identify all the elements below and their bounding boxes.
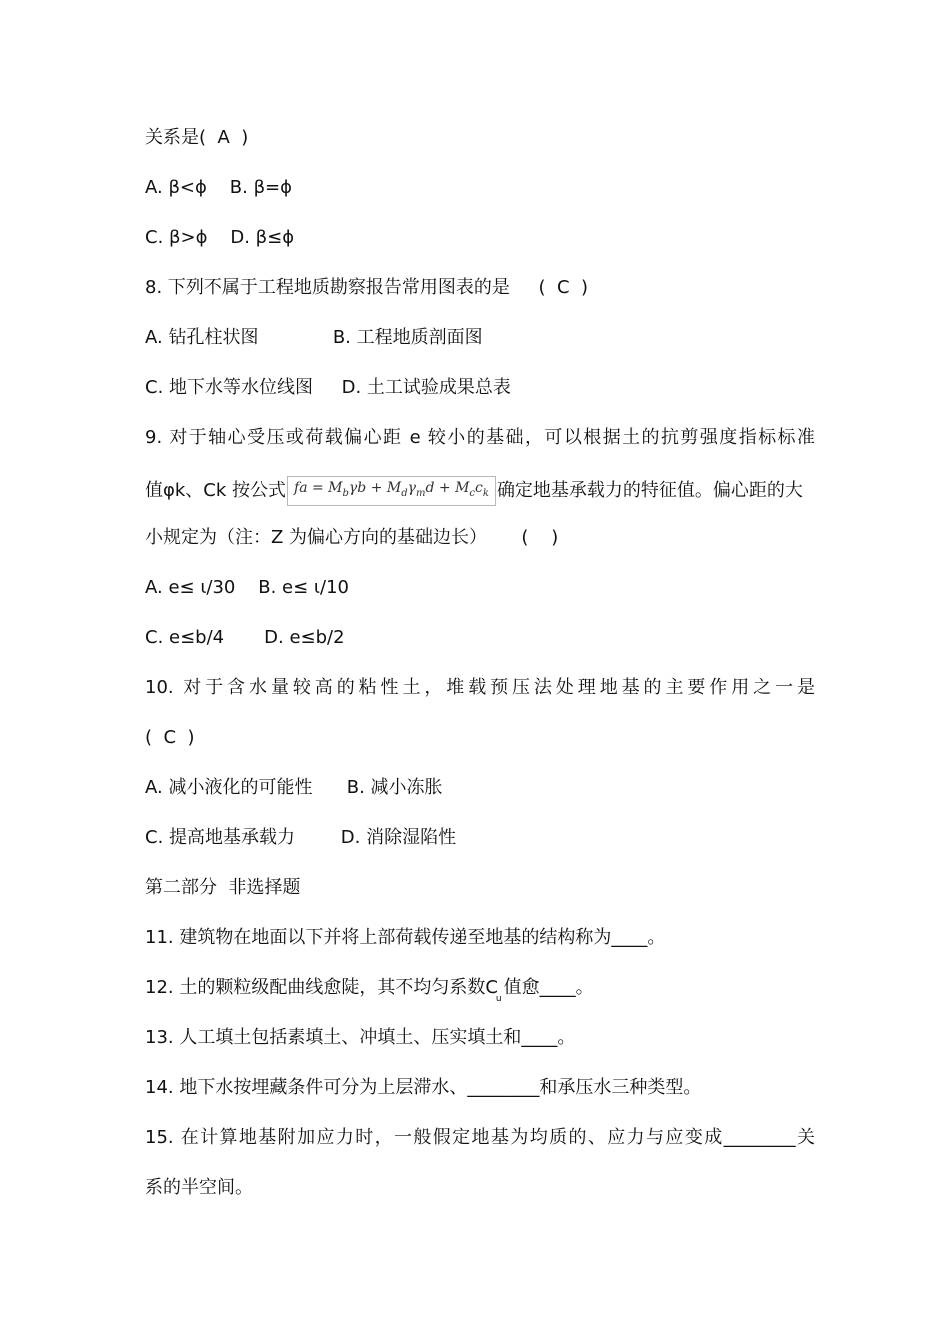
q7-options-ab: A. β<ϕ B. β=ϕ bbox=[145, 177, 293, 198]
q9-options-cd: C. e≤b/4 D. e≤b/2 bbox=[145, 627, 345, 648]
q15-line2: 系的半空间。 bbox=[145, 1177, 253, 1198]
q13: 13. 人工填土包括素填土、冲填土、压实填土和____。 bbox=[145, 1027, 576, 1048]
q8-stem: 8. 下列不属于工程地质勘察报告常用图表的是 ( C ) bbox=[145, 277, 589, 298]
q10-options-cd: C. 提高地基承载力 D. 消除湿陷性 bbox=[145, 827, 457, 848]
q7-stem-end: 关系是( A ) bbox=[145, 127, 249, 148]
q9-stem-line3: 小规定为（注：Z 为偏心方向的基础边长） ( ) bbox=[145, 527, 559, 548]
q9-text-before-formula: 值φk、Ck 按公式 bbox=[145, 479, 287, 501]
cu-subscript: u bbox=[495, 994, 502, 1004]
q9-stem-line2 bbox=[145, 476, 815, 506]
q11: 11. 建筑物在地面以下并将上部荷载传递至地基的结构称为____。 bbox=[145, 927, 666, 948]
q14: 14. 地下水按埋藏条件可分为上层滞水、________和承压水三种类型。 bbox=[145, 1077, 702, 1098]
q12: 12. 土的颗粒级配曲线愈陡，其不均匀系数$C_u$值愈____。 bbox=[145, 977, 594, 1004]
section-heading: 第二部分 非选择题 bbox=[145, 877, 301, 898]
q15-line1: 15. 在计算地基附加应力时，一般假定地基为均质的、应力与应变成________关 bbox=[145, 1127, 815, 1148]
q8-options-cd: C. 地下水等水位线图 D. 土工试验成果总表 bbox=[145, 377, 511, 398]
bearing-capacity-formula: fa = $M_b\gamma b + M_d\gamma_md + M_cc_k$ bbox=[287, 476, 496, 506]
q10-answer: ( C ) bbox=[145, 727, 195, 748]
q10-stem-line1: 10. 对于含水量较高的粘性土，堆载预压法处理地基的主要作用之一是 bbox=[145, 677, 815, 698]
q10-options-ab: A. 减小液化的可能性 B. 减小冻胀 bbox=[145, 777, 443, 798]
q9-text-after-formula: 确定地基承载力的特征值。偏心距的大 bbox=[496, 479, 803, 501]
q7-options-cd: C. β>ϕ D. β≤ϕ bbox=[145, 227, 295, 248]
q8-options-ab: A. 钻孔柱状图 B. 工程地质剖面图 bbox=[145, 327, 483, 348]
q9-stem-line1: 9. 对于轴心受压或荷载偏心距 e 较小的基础，可以根据土的抗剪强度指标标准 bbox=[145, 427, 815, 448]
q9-options-ab: A. e≤ ι/30 B. e≤ ι/10 bbox=[145, 577, 349, 598]
